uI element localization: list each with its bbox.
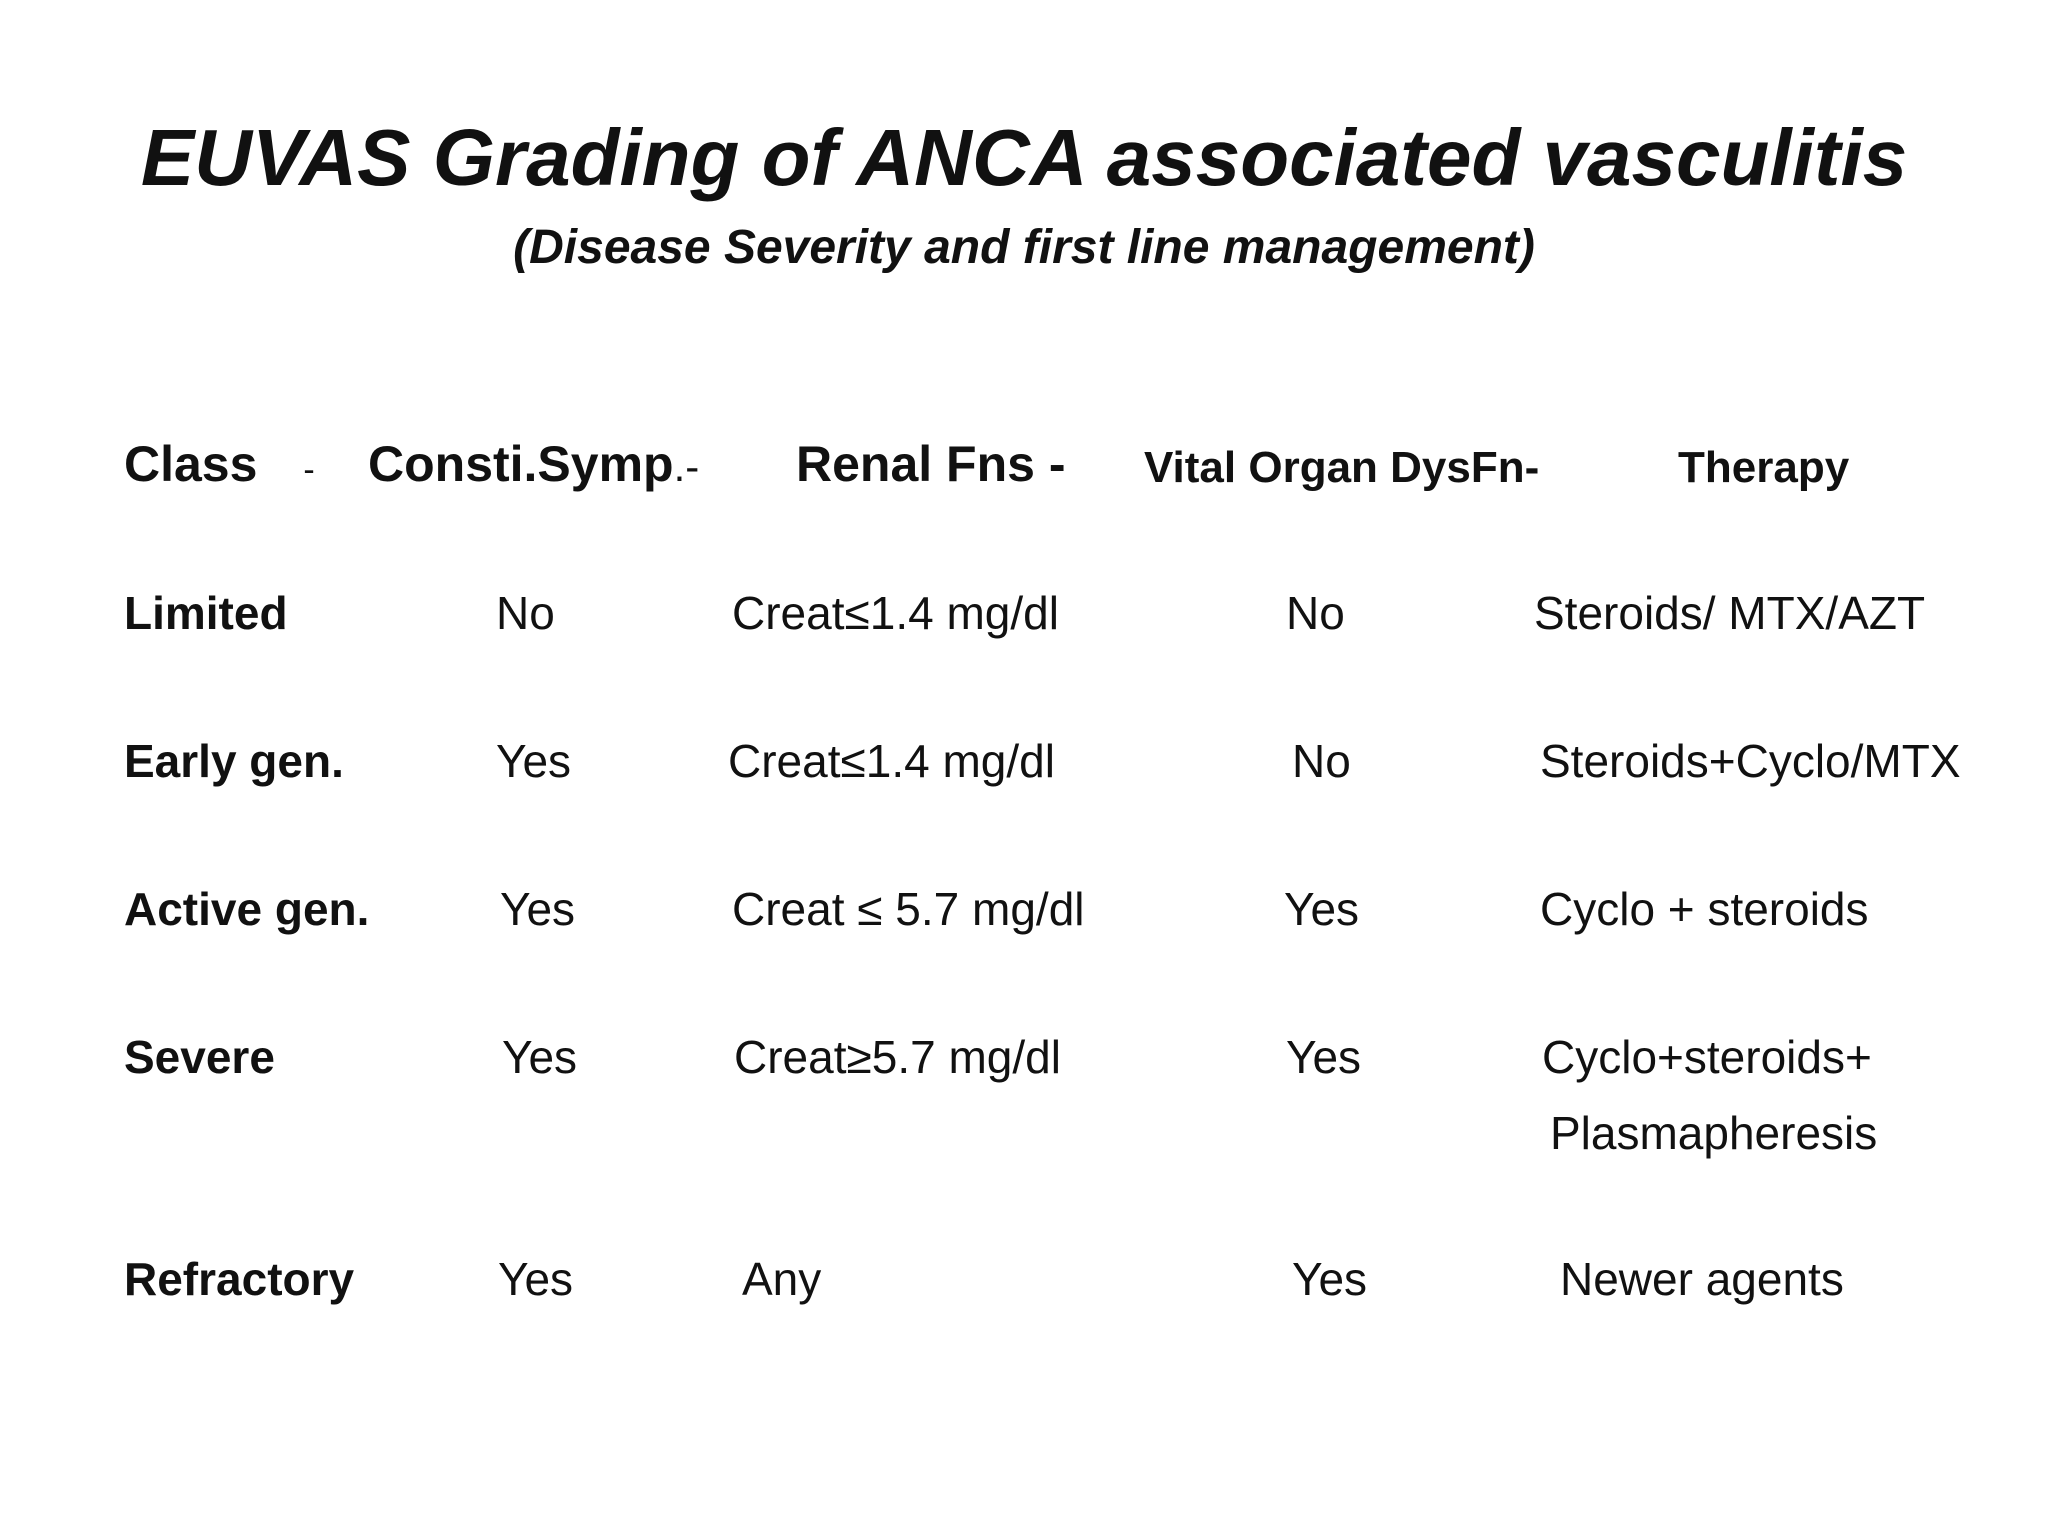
header-class-label: Class (124, 436, 258, 492)
row-therapy-active-gen: Cyclo + steroids (1540, 883, 1869, 935)
row-vital-severe: Yes (1286, 1031, 1362, 1083)
row-renal-early-gen: Creat≤1.4 mg/dl (728, 735, 1055, 787)
row-therapy-refractory: Newer agents (1560, 1253, 1844, 1305)
row-class-limited: Limited (124, 587, 288, 639)
slide-subtitle: (Disease Severity and first line management) (513, 221, 1535, 274)
row-vital-limited: No (1286, 587, 1345, 639)
row-therapy-early-gen: Steroids+Cyclo/MTX (1540, 735, 1961, 787)
row-class-refractory: Refractory (124, 1253, 355, 1305)
row-renal-active-gen: Creat ≤ 5.7 mg/dl (732, 883, 1085, 935)
row-therapy-severe-line2: Plasmapheresis (1550, 1107, 1878, 1159)
header-class (124, 434, 315, 494)
row-constitutional-early-gen: Yes (496, 735, 572, 787)
row-constitutional-active-gen: Yes (500, 883, 576, 935)
row-vital-active-gen: Yes (1284, 883, 1360, 935)
row-vital-early-gen: No (1292, 735, 1351, 787)
header-renal: Renal Fns - (796, 436, 1066, 492)
header-constitutional-label: Consti.Symp (368, 436, 674, 492)
header-constitutional (368, 434, 699, 494)
row-constitutional-limited: No (496, 587, 555, 639)
row-therapy-severe: Cyclo+steroids+ (1542, 1031, 1872, 1083)
row-renal-severe: Creat≥5.7 mg/dl (734, 1031, 1061, 1083)
row-renal-refractory: Any (742, 1253, 822, 1305)
slide-title: EUVAS Grading of ANCA associated vasculitis (140, 113, 1908, 202)
row-class-severe: Severe (124, 1031, 275, 1083)
row-vital-refractory: Yes (1292, 1253, 1368, 1305)
header-constitutional-separator: .- (673, 443, 700, 490)
row-class-early-gen: Early gen. (124, 735, 344, 787)
row-renal-limited: Creat≤1.4 mg/dl (732, 587, 1059, 639)
header-therapy: Therapy (1678, 443, 1850, 492)
header-class-separator: - (303, 451, 315, 489)
row-therapy-limited: Steroids/ MTX/AZT (1534, 587, 1926, 639)
row-constitutional-severe: Yes (502, 1031, 578, 1083)
header-vital-organ: Vital Organ DysFn- (1144, 443, 1540, 492)
row-class-active-gen: Active gen. (124, 883, 370, 935)
row-constitutional-refractory: Yes (498, 1253, 574, 1305)
